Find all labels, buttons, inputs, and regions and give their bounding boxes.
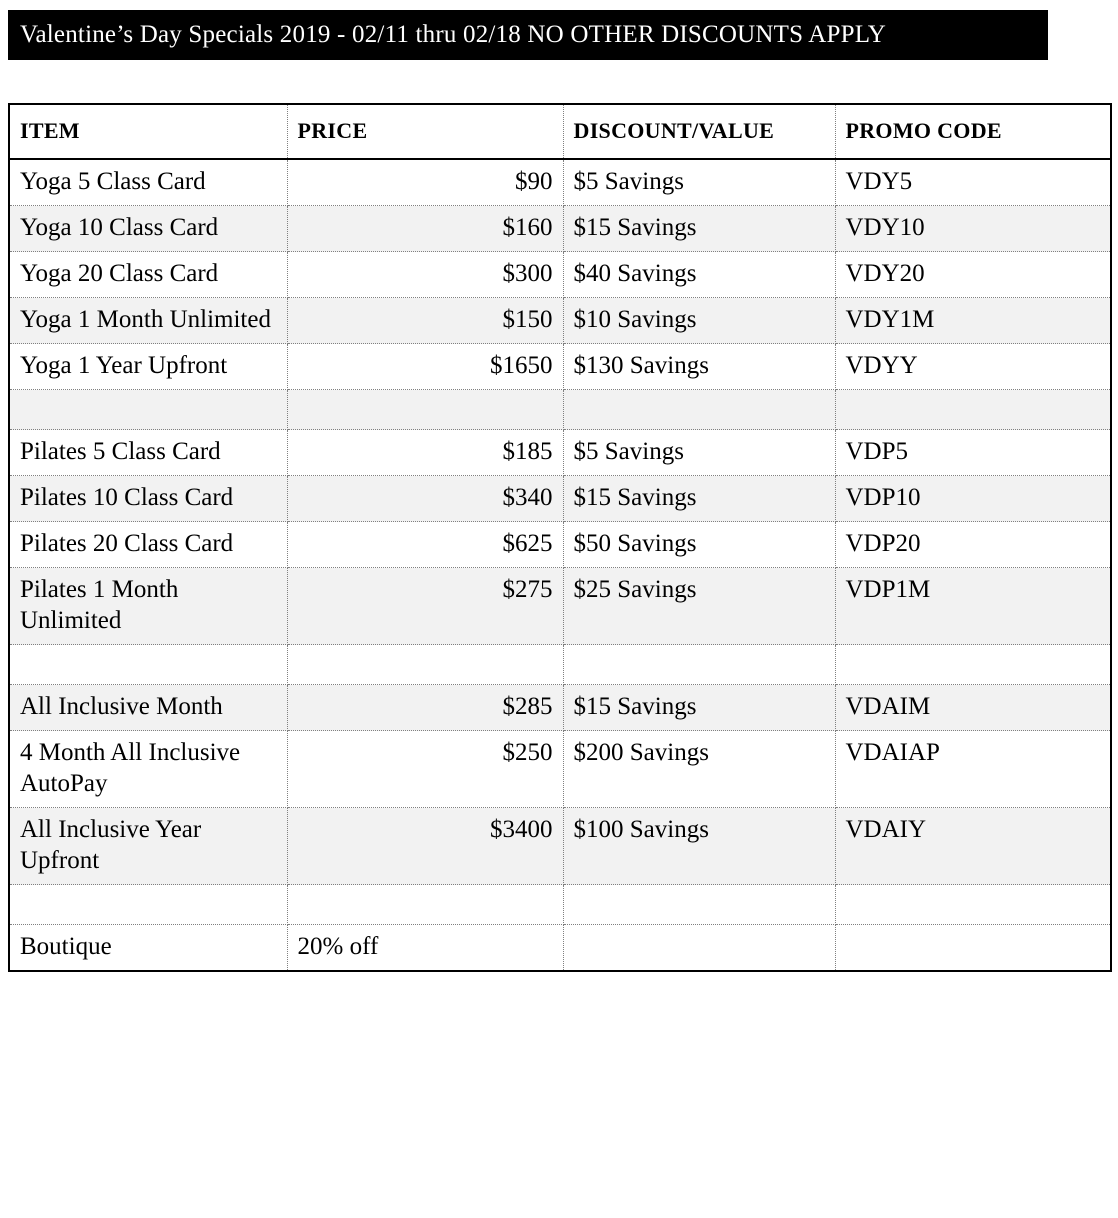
cell-price: $250 bbox=[287, 731, 563, 808]
cell-discount: $5 Savings bbox=[563, 430, 835, 476]
table-row bbox=[9, 344, 1111, 390]
cell-item: All Inclusive Month bbox=[9, 685, 287, 731]
cell-discount: $25 Savings bbox=[563, 568, 835, 645]
table-header bbox=[9, 104, 1111, 159]
column-header-discount: DISCOUNT/VALUE bbox=[563, 104, 835, 159]
cell-price: $300 bbox=[287, 252, 563, 298]
column-header-promo: PROMO CODE bbox=[835, 104, 1111, 159]
cell-promo: VDY5 bbox=[835, 159, 1111, 206]
cell-item: Pilates 5 Class Card bbox=[9, 430, 287, 476]
cell-price: $625 bbox=[287, 522, 563, 568]
table-row bbox=[9, 925, 1111, 972]
cell-discount: $5 Savings bbox=[563, 159, 835, 206]
cell-promo: VDYY bbox=[835, 344, 1111, 390]
cell-promo: VDY1M bbox=[835, 298, 1111, 344]
specials-table bbox=[8, 103, 1112, 972]
cell-discount bbox=[563, 390, 835, 430]
cell-promo bbox=[835, 645, 1111, 685]
cell-discount bbox=[563, 645, 835, 685]
cell-discount: $130 Savings bbox=[563, 344, 835, 390]
cell-discount bbox=[563, 885, 835, 925]
cell-price bbox=[287, 390, 563, 430]
cell-item: 4 Month All Inclusive AutoPay bbox=[9, 731, 287, 808]
cell-promo: VDY20 bbox=[835, 252, 1111, 298]
cell-item: Yoga 1 Month Unlimited bbox=[9, 298, 287, 344]
cell-promo bbox=[835, 925, 1111, 972]
column-header-price: PRICE bbox=[287, 104, 563, 159]
cell-promo: VDY10 bbox=[835, 206, 1111, 252]
cell-item bbox=[9, 645, 287, 685]
cell-item: Yoga 5 Class Card bbox=[9, 159, 287, 206]
cell-price: $90 bbox=[287, 159, 563, 206]
cell-discount bbox=[563, 925, 835, 972]
cell-price: $3400 bbox=[287, 808, 563, 885]
cell-item bbox=[9, 390, 287, 430]
table-row bbox=[9, 298, 1111, 344]
table-row bbox=[9, 808, 1111, 885]
cell-price: $160 bbox=[287, 206, 563, 252]
cell-promo bbox=[835, 885, 1111, 925]
cell-promo: VDAIM bbox=[835, 685, 1111, 731]
cell-price: $340 bbox=[287, 476, 563, 522]
table-spacer-row bbox=[9, 390, 1111, 430]
cell-price: $285 bbox=[287, 685, 563, 731]
cell-discount: $15 Savings bbox=[563, 476, 835, 522]
table-row bbox=[9, 430, 1111, 476]
cell-item: Pilates 20 Class Card bbox=[9, 522, 287, 568]
cell-price: $185 bbox=[287, 430, 563, 476]
cell-price: $275 bbox=[287, 568, 563, 645]
cell-item: Pilates 1 Month Unlimited bbox=[9, 568, 287, 645]
cell-promo: VDAIAP bbox=[835, 731, 1111, 808]
cell-promo: VDAIY bbox=[835, 808, 1111, 885]
cell-discount: $40 Savings bbox=[563, 252, 835, 298]
cell-item: Yoga 1 Year Upfront bbox=[9, 344, 287, 390]
cell-item: Yoga 10 Class Card bbox=[9, 206, 287, 252]
table-row bbox=[9, 206, 1111, 252]
table-row bbox=[9, 476, 1111, 522]
cell-discount: $15 Savings bbox=[563, 206, 835, 252]
cell-item: Pilates 10 Class Card bbox=[9, 476, 287, 522]
column-header-item: ITEM bbox=[9, 104, 287, 159]
table-row bbox=[9, 522, 1111, 568]
header-row bbox=[9, 104, 1111, 159]
cell-price bbox=[287, 885, 563, 925]
cell-price: $1650 bbox=[287, 344, 563, 390]
cell-item: Boutique bbox=[9, 925, 287, 972]
cell-item: Yoga 20 Class Card bbox=[9, 252, 287, 298]
table-spacer-row bbox=[9, 645, 1111, 685]
cell-discount: $15 Savings bbox=[563, 685, 835, 731]
table-row bbox=[9, 685, 1111, 731]
cell-price: 20% off bbox=[287, 925, 563, 972]
cell-promo: VDP10 bbox=[835, 476, 1111, 522]
cell-item: All Inclusive Year Upfront bbox=[9, 808, 287, 885]
cell-promo: VDP1M bbox=[835, 568, 1111, 645]
table-spacer-row bbox=[9, 885, 1111, 925]
table-row bbox=[9, 252, 1111, 298]
cell-price: $150 bbox=[287, 298, 563, 344]
table-row bbox=[9, 159, 1111, 206]
table-row bbox=[9, 568, 1111, 645]
cell-discount: $50 Savings bbox=[563, 522, 835, 568]
header-banner bbox=[8, 10, 1048, 60]
table-row bbox=[9, 731, 1111, 808]
table-body bbox=[9, 159, 1111, 971]
banner-title: Valentine’s Day Specials 2019 - 02/11 thru 02/18 NO OTHER DISCOUNTS APPLY bbox=[20, 21, 886, 48]
cell-promo: VDP20 bbox=[835, 522, 1111, 568]
cell-promo bbox=[835, 390, 1111, 430]
cell-discount: $200 Savings bbox=[563, 731, 835, 808]
cell-discount: $10 Savings bbox=[563, 298, 835, 344]
cell-discount: $100 Savings bbox=[563, 808, 835, 885]
cell-item bbox=[9, 885, 287, 925]
cell-promo: VDP5 bbox=[835, 430, 1111, 476]
cell-price bbox=[287, 645, 563, 685]
